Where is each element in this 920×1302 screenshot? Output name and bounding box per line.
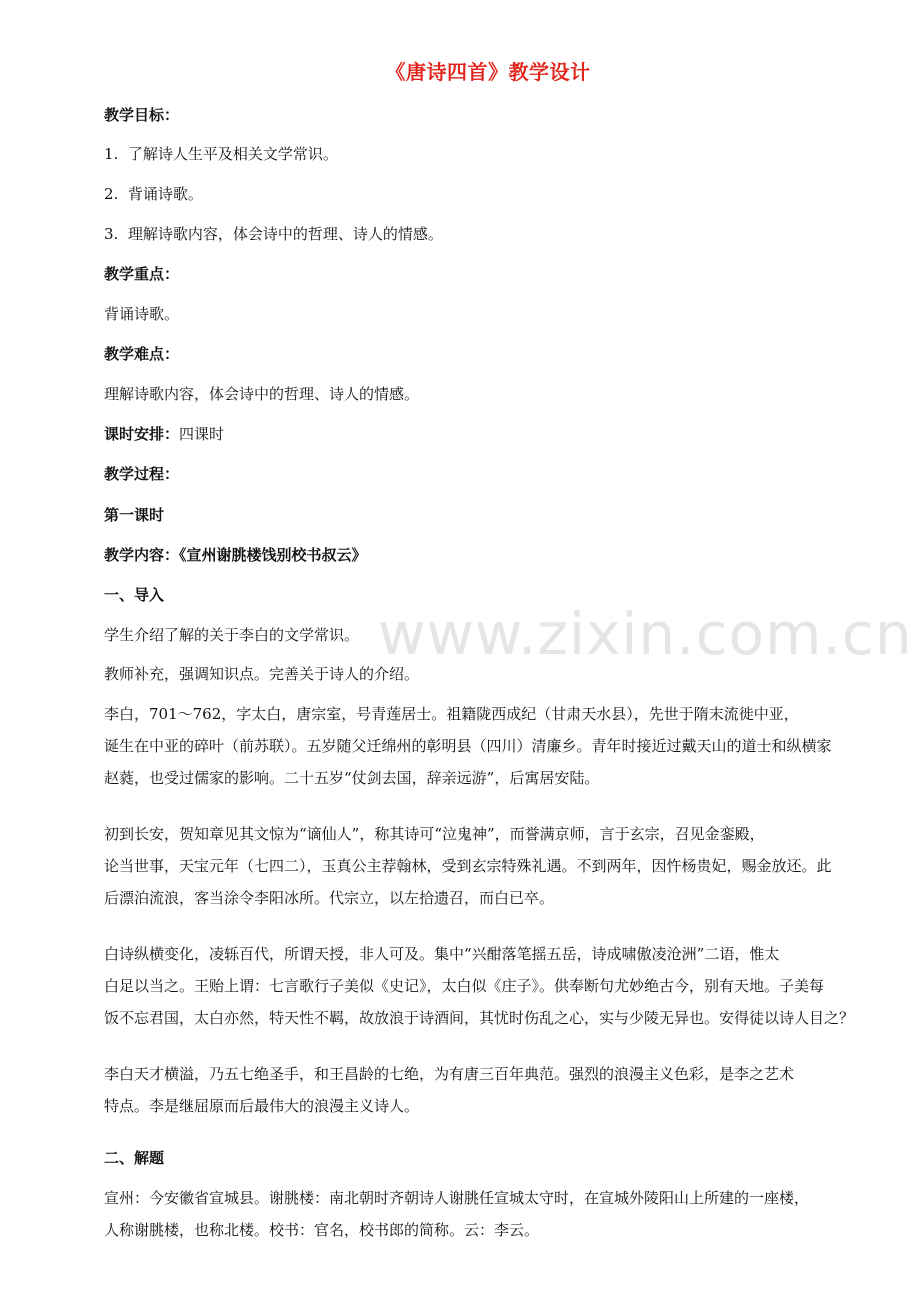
bio-paragraph-4 <box>104 1058 856 1122</box>
difficulty-text: 理解诗歌内容，体会诗中的哲理、诗人的情感。 <box>104 385 420 403</box>
schedule-label: 课时安排： <box>104 425 180 443</box>
lesson-1-heading: 第一课时 <box>104 506 165 524</box>
document-title: 《唐诗四首》教学设计 <box>385 60 591 84</box>
bio-p3-line-1: 白诗纵横变化，凌轹百代，所谓天授，非人可及。集中“兴酣落笔摇五岳，诗成啸傲凌沧洲”二语，惟太 <box>104 945 780 963</box>
bio-p3-line-3: 饭不忘君国，太白亦然，特天性不羁，故放浪于诗酒间，其忧时伤乱之心，实与少陵无异也。安得徒以诗人目之？ <box>104 1009 855 1027</box>
intro-line-2: 教师补充，强调知识点。完善关于诗人的介绍。 <box>104 665 420 683</box>
title-explanation <box>104 1182 856 1246</box>
schedule-value: 四课时 <box>179 425 225 443</box>
goals-heading: 教学目标： <box>104 106 180 124</box>
section-2-heading: 二、解题 <box>104 1149 165 1167</box>
goal-item-2: 2. 背诵诗歌。 <box>104 185 203 203</box>
intro-line-1: 学生介绍了解的关于李白的文学常识。 <box>104 626 360 644</box>
goal-item-3: 3. 理解诗歌内容，体会诗中的哲理、诗人的情感。 <box>104 225 443 243</box>
explanation-line-1: 宣州：今安徽省宣城县。谢朓楼：南北朝时齐朝诗人谢朓任宣城太守时，在宣城外陵阳山上所建的一座楼， <box>104 1189 810 1207</box>
bio-p4-line-2: 特点。李是继屈原而后最伟大的浪漫主义诗人。 <box>104 1097 420 1115</box>
bio-p1-line-1: 李白，701～762，字太白，唐宗室，号青莲居士。祖籍陇西成纪（甘肃天水县），先世于隋末流徙中亚， <box>104 705 799 723</box>
bio-p2-line-1: 初到长安，贺知章见其文惊为“谪仙人”，称其诗可“泣鬼神”，而誉满京师，言于玄宗，召见金銮殿， <box>104 825 765 843</box>
difficulty-heading: 教学难点： <box>104 345 180 363</box>
goal-item-1: 1. 了解诗人生平及相关文学常识。 <box>104 145 338 163</box>
bio-paragraph-2 <box>104 818 856 914</box>
key-point-text: 背诵诗歌。 <box>104 305 180 323</box>
schedule-line <box>104 424 224 444</box>
bio-paragraph-1 <box>104 698 856 794</box>
watermark: www.zixin.com.cn <box>378 600 913 668</box>
bio-p1-line-3: 赵蕤，也受过儒家的影响。二十五岁“仗剑去国，辞亲远游”，后寓居安陆。 <box>104 769 600 787</box>
lesson-content: 教学内容：《宣州谢朓楼饯别校书叔云》 <box>104 546 367 564</box>
process-heading: 教学过程： <box>104 465 180 483</box>
explanation-line-2: 人称谢朓楼，也称北楼。校书：官名，校书郎的简称。云：李云。 <box>104 1221 540 1239</box>
bio-p2-line-3: 后漂泊流浪，客当涂令李阳冰所。代宗立，以左拾遗召，而白已卒。 <box>104 889 555 907</box>
bio-p2-line-2: 论当世事，天宝元年（七四二），玉真公主荐翰林，受到玄宗特殊礼遇。不到两年，因忤杨贵妃，赐金放还。此 <box>104 857 832 875</box>
section-1-heading: 一、导入 <box>104 586 165 604</box>
bio-p3-line-2: 白足以当之。王贻上谓：七言歌行子美似《史记》，太白似《庄子》。供奉断句尤妙绝古今，别有天地。子美每 <box>104 977 825 995</box>
key-point-heading: 教学重点： <box>104 265 180 283</box>
bio-p1-line-2: 诞生在中亚的碎叶（前苏联）。五岁随父迁绵州的彰明县（四川）清廉乡。青年时接近过戴天山的道士和纵横家 <box>104 737 832 755</box>
bio-paragraph-3 <box>104 938 856 1034</box>
bio-p4-line-1: 李白天才横溢，乃五七绝圣手，和王昌龄的七绝，为有唐三百年典范。强烈的浪漫主义色彩，是李之艺术 <box>104 1065 795 1083</box>
